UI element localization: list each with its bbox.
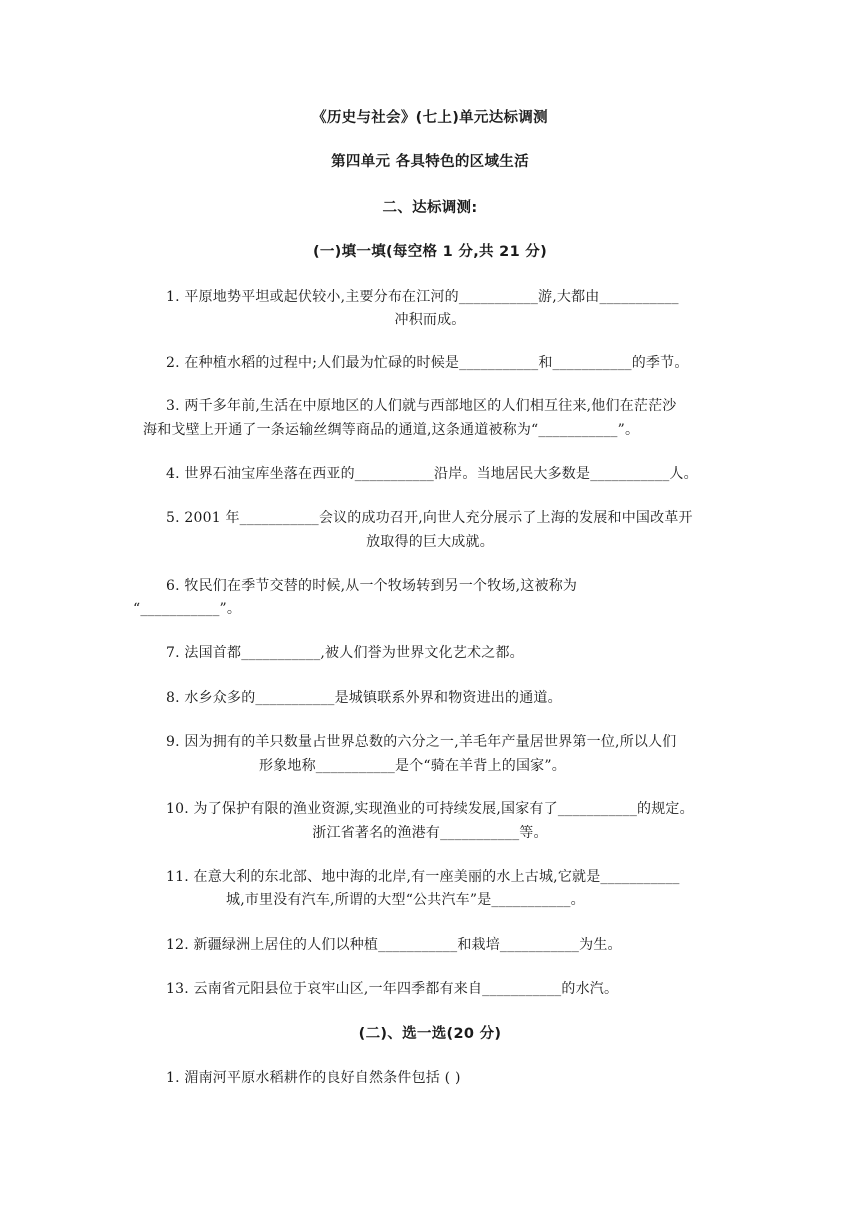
question-10-line-2: 浙江省著名的渔港有___________等。 [312,825,548,841]
question-11-line-1: 11. 在意大利的东北部、地中海的北岸,有一座美丽的水上古城,它就是___________ [166,869,680,885]
question-2: 2. 在种植水稻的过程中;人们最为忙碌的时候是___________和___________的季节。 [166,355,689,371]
part-two-heading: (二)、选一选(20 分) [358,1026,502,1042]
question-1-line-2: 冲积而成。 [394,312,466,328]
question-13: 13. 云南省元阳县位于哀牢山区,一年四季都有来自___________的水汽。 [166,981,619,997]
unit-title: 第四单元 各具特色的区域生活 [331,154,529,170]
question-9-line-2: 形象地称___________是个“骑在羊背上的国家”。 [259,758,566,774]
doc-title: 《历史与社会》(七上)单元达标调测 [312,110,548,126]
part-one-heading: (一)填一填(每空格 1 分,共 21 分) [312,244,548,260]
question-6-line-2: “___________”。 [133,601,242,617]
question-3-line-1: 3. 两千多年前,生活在中原地区的人们就与西部地区的人们相互往来,他们在茫茫沙 [166,398,677,414]
question-8: 8. 水乡众多的___________是城镇联系外界和物资进出的通道。 [166,690,562,706]
section-title: 二、达标调测: [382,200,478,216]
choice-question-1: 1. 湄南河平原水稻耕作的良好自然条件包括 ( ) [166,1070,461,1086]
question-11-line-2: 城,市里没有汽车,所谓的大型“公共汽车”是___________。 [226,892,585,908]
question-1-line-1: 1. 平原地势平坦或起伏较小,主要分布在江河的___________游,大都由___________ [166,289,679,305]
question-10-line-1: 10. 为了保护有限的渔业资源,实现渔业的可持续发展,国家有了___________的规定。 [166,801,694,817]
question-9-line-1: 9. 因为拥有的羊只数量占世界总数的六分之一,羊毛年产量居世界第一位,所以人们 [166,734,677,750]
question-6-line-1: 6. 牧民们在季节交替的时候,从一个牧场转到另一个牧场,这被称为 [166,578,578,594]
question-5-line-1: 5. 2001 年___________会议的成功召开,向世人充分展示了上海的发展和中国改革开 [166,510,693,526]
question-5-line-2: 放取得的巨大成就。 [366,534,494,550]
question-7: 7. 法国首都___________,被人们誉为世界文化艺术之都。 [166,645,524,661]
question-12: 12. 新疆绿洲上居住的人们以种植___________和栽培___________为生。 [166,937,622,953]
question-3-line-2: 海和戈壁上开通了一条运输丝绸等商品的通道,这条通道被称为“___________”。 [143,422,640,438]
question-4: 4. 世界石油宝库坐落在西亚的___________沿岸。当地居民大多数是___________人。 [166,466,698,482]
